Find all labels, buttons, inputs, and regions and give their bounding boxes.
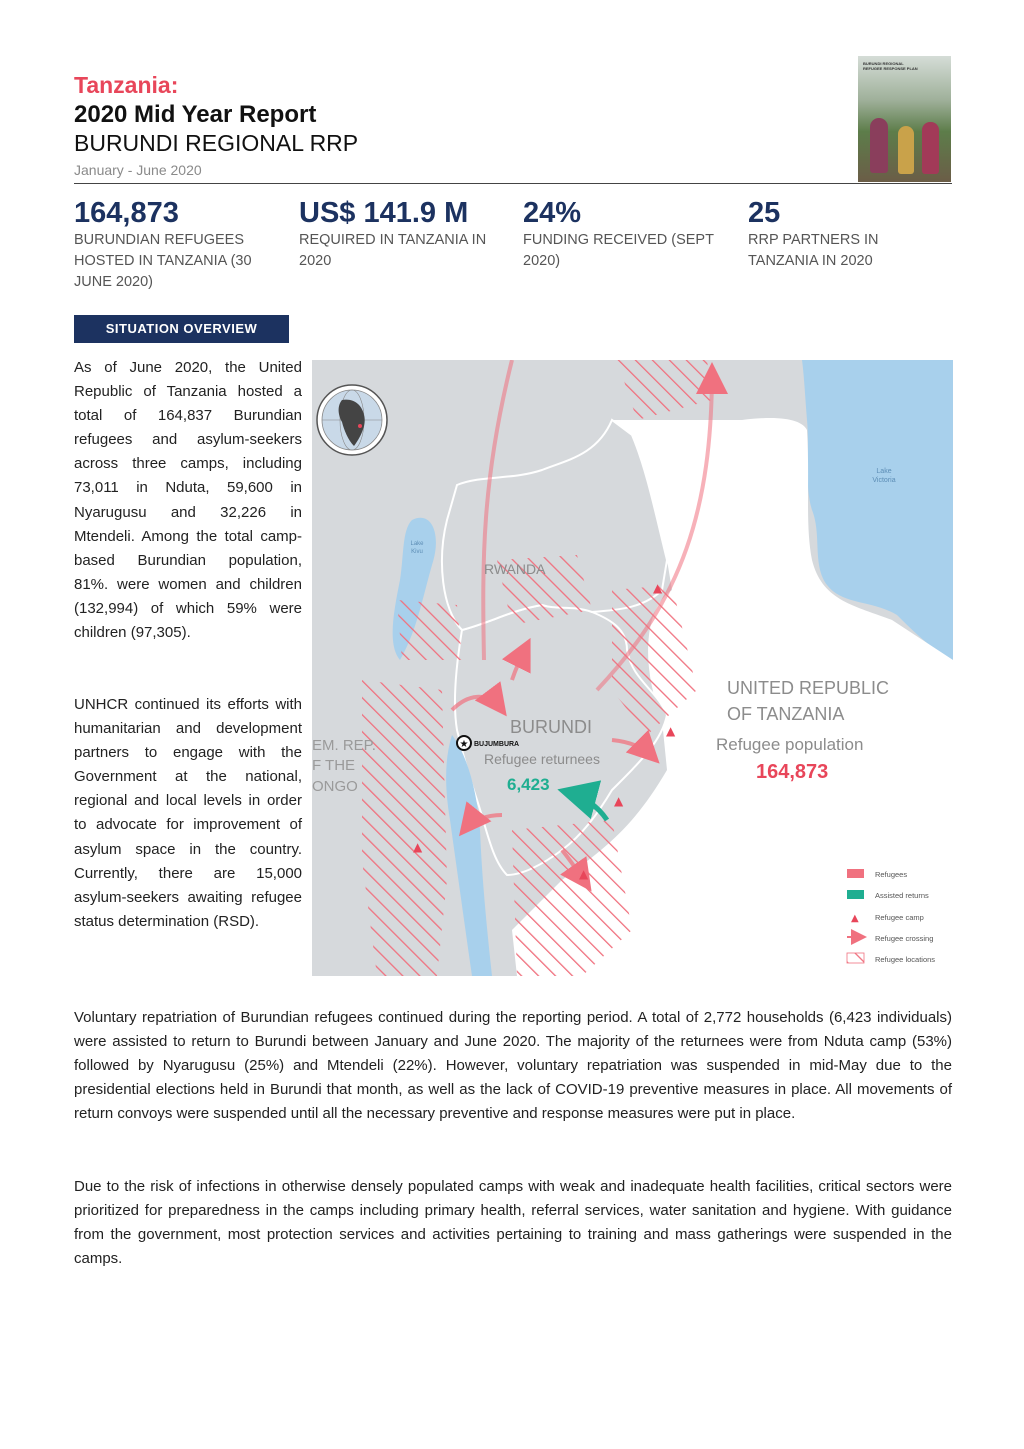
report-period: January - June 2020 — [74, 162, 202, 178]
legend-label: Refugees — [875, 870, 908, 879]
stat-refugees — [74, 197, 284, 293]
bujumbura-label: BUJUMBURA — [474, 741, 520, 748]
tanzania-label: UNITED REPUBLIC — [727, 678, 890, 698]
stat-value: 25 — [748, 197, 781, 229]
refugee-camp-icon: ▲ — [653, 581, 663, 595]
legend-label: Assisted returns — [875, 891, 929, 900]
refugee-zone — [362, 680, 447, 976]
legend-label: Refugee camp — [875, 913, 924, 922]
report-subtitle: BURUNDI REGIONAL RRP — [74, 130, 359, 156]
refugee-population-label: Refugee population — [716, 735, 864, 754]
lake-kivu-label: Lake — [410, 541, 424, 547]
legend-swatch-locations — [847, 953, 864, 963]
svg-text:★: ★ — [459, 739, 469, 750]
stat-label: FUNDING RECEIVED (SEPT 2020) — [523, 232, 714, 269]
refugee-camp-icon: ▲ — [614, 794, 624, 808]
cover-figure — [922, 122, 939, 174]
refugee-population-value: 164,873 — [756, 761, 829, 783]
legend-label: Refugee locations — [875, 955, 936, 964]
stat-value: 164,873 — [74, 197, 179, 229]
lake-victoria-label: Lake — [876, 468, 892, 475]
stat-label: RRP PARTNERS IN TANZANIA IN 2020 — [748, 232, 879, 269]
stat-partners — [748, 197, 952, 272]
stat-value: 24% — [523, 197, 582, 229]
drc-label: ONGO — [312, 778, 358, 795]
drc-label: F THE — [312, 757, 356, 774]
stat-funding — [523, 197, 723, 272]
refugee-camp-icon: ▲ — [666, 724, 676, 738]
stat-label: REQUIRED IN TANZANIA IN 2020 — [299, 232, 487, 269]
returnees-value: 6,423 — [507, 775, 550, 794]
header-divider — [74, 183, 952, 184]
stat-required — [299, 197, 499, 272]
refugee-camp-icon: ▲ — [413, 840, 423, 854]
regional-map — [312, 360, 953, 976]
rwanda-label: RWANDA — [484, 561, 546, 577]
refugee-camp-icon: ▲ — [579, 867, 589, 881]
overview-paragraph-1: As of June 2020, the United Republic of Tanzania hosted a total of 164,837 Burundian refugees and asylum-seekers across three camps, including 73,011 in Nduta, 59,600 in Nyarugusu and 32,226 in Mtendeli. Among the total camp- based Burundian population, 81%. were women and children (132,994) of which 59% were children (97,305). — [74, 359, 302, 642]
legend-label: Refugee crossing — [875, 934, 934, 943]
legend-camp-icon: ▲ — [851, 913, 859, 924]
country-title: Tanzania: — [74, 72, 179, 98]
refugee-zone — [397, 600, 462, 660]
cover-figure — [870, 118, 888, 173]
drc-label: EM. REP. — [312, 737, 376, 754]
legend-swatch-refugees — [847, 869, 864, 878]
stat-label: BURUNDIAN REFUGEES HOSTED IN TANZANIA (30 JUNE 2020) — [74, 232, 252, 290]
cover-figure — [898, 126, 914, 174]
globe-inset-icon — [317, 385, 387, 455]
cover-text: BURUNDI REGIONAL REFUGEE RESPONSE PLAN — [863, 61, 918, 71]
cover-thumbnail[interactable] — [858, 56, 951, 182]
burundi-label: BURUNDI — [510, 717, 593, 737]
lake-victoria-label: Victoria — [872, 477, 896, 484]
section-badge: SITUATION OVERVIEW — [74, 315, 289, 343]
returnees-label: Refugee returnees — [484, 751, 600, 767]
body-paragraph-1: Voluntary repatriation of Burundian refugees continued during the reporting period. A total of 2,772 households (6,423 individuals) were assisted to return to Burundi between January and June 2020. The majority of the returnees were from Nduta camp (53%) followed by Nyarugusu (25%) and Mtendeli (22%). However, voluntary repatriation was suspended in mid-May due to the presidential elections held in Burundi that month, as well as the lack of COVID-19 preventive measures in place. All movements of return convoys were suspended until all the necessary preventive and response measures were put in place. — [74, 1009, 952, 1123]
lake-kivu-label: Kivu — [411, 549, 423, 555]
stat-value: US$ 141.9 M — [299, 197, 469, 229]
legend-swatch-returns — [847, 890, 864, 899]
body-paragraph-2: Due to the risk of infections in otherwise densely populated camps with weak and inadequate health facilities, critical sectors were prioritized for preparedness in the camps including primary health, referral services, water sanitation and hygiene. With guidance from the government, most protection services and activities pertaining to training and mass gatherings were suspended in the camps. — [74, 1178, 952, 1268]
report-title: 2020 Mid Year Report — [74, 101, 317, 128]
tanzania-label: OF TANZANIA — [727, 704, 845, 724]
overview-paragraph-2: UNHCR continued its efforts with humanitarian and development partners to engage with the Government at the national, regional and local levels in order to advocate for improvement of asylum space in the country. Currently, there are 15,000 asylum-seekers awaiting refugee status determination (RSD). — [74, 696, 302, 930]
capital-marker-icon — [457, 736, 471, 750]
